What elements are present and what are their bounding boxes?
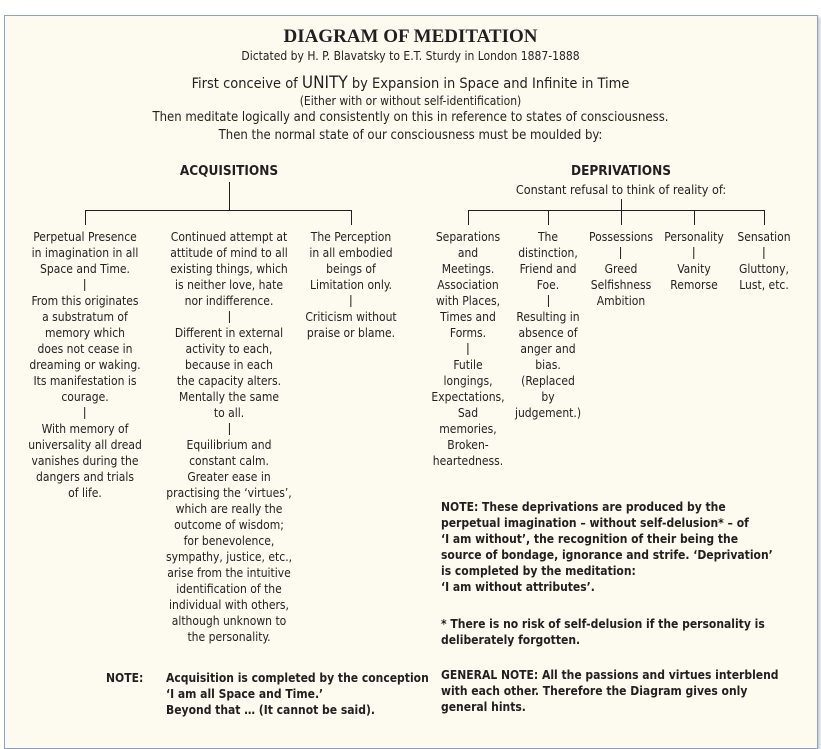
intro-line-3: Then meditate logically and consistently on this in reference to states of consciousness. [152,110,669,125]
deprivations-column [664,229,723,293]
page-title: DIAGRAM OF MEDITATION [283,26,538,47]
connector-line [229,423,230,435]
intro-pre: First conceive of [191,76,302,92]
connector-line [468,343,469,355]
connector-line [85,279,86,291]
diagram-node: Gluttony, Lust, etc. [739,262,789,292]
tree-line [621,199,622,225]
tree-line [229,182,230,210]
tree-line [764,210,765,225]
diagram-node: The Perception in all embodied beings of Limitation only. [309,230,393,292]
diagram-node: Criticism without praise or blame. [305,310,397,340]
acquisitions-column [305,229,396,341]
tree-line [548,210,549,225]
diagram-node: Futile longings, Expectations, Sad memories, Broken- heartedness. [431,358,505,468]
deprivations-column [737,229,790,293]
deprivations-column [431,229,504,469]
diagram-node: Greed Selfishness Ambition [590,262,652,308]
acquisitions-column [166,229,292,645]
tree-line [351,210,352,225]
tree-line [468,210,469,225]
connector-line [350,295,351,307]
intro-unity-line [0,73,821,93]
acquisitions-heading: ACQUISITIONS [179,163,279,179]
connector-line [763,247,764,259]
diagram-node: With memory of universality all dread vanishes during the dangers and trials of life. [28,422,142,500]
tree-line [468,210,765,211]
deprivations-heading: DEPRIVATIONS [570,163,672,179]
connector-line [621,247,622,259]
connector-line [694,247,695,259]
unity-word: UNITY [301,73,348,93]
deprivations-column [515,229,581,421]
acquisitions-note-label: NOTE: [106,671,144,685]
deprivations-subheading: Constant refusal to think of reality of: [515,182,727,197]
acquisitions-note: Acquisition is completed by the conception ‘I am all Space and Time.’ Beyond that … (It cannot be said). [166,671,429,717]
connector-line [85,407,86,419]
diagram-node: Sensation [737,230,791,244]
deprivations-note: NOTE: These deprivations are produced by the perpetual imagination – without self-delusion* – of ‘I am without’, the recognition of their being the source of bondage, ignorance and strife. ‘Deprivation’ is completed by the meditation: ‘I am without attributes’. [441,500,773,594]
intro-line-2: (Either with or without self-identification) [299,94,522,108]
diagram-node: Continued attempt at attitude of mind to all existing things, which is neither love, hate nor indifference. [170,230,288,308]
diagram-node: Perpetual Presence in imagination in all Space and Time. [31,230,139,276]
subtitle: Dictated by H. P. Blavatsky to E.T. Sturdy in London 1887-1888 [241,49,580,63]
intro-line-4: Then the normal state of our consciousness must be moulded by: [218,128,603,143]
diagram-node: Equilibrium and constant calm. Greater ease in practising the ‘virtues’, which are really the outcome of wisdom; for benevolence, sympathy, justice, etc., arise from the intuitive identification of the individual with others, although unknown to the personality. [165,438,293,644]
connector-line [547,295,548,307]
diagram-node: Different in external activity to each, because in each the capacity alters. Mentally the same to all. [174,326,284,420]
diagram-node: From this originates a substratum of memory which does not cease in dreaming or waking. Its manifestation is courage. [29,294,141,404]
diagram-node: Vanity Remorse [670,262,718,292]
general-note: GENERAL NOTE: All the passions and virtues interblend with each other. Therefore the Diagram gives only general hints. [441,668,779,714]
tree-line [694,210,695,225]
tree-line [85,210,352,211]
footnote: * There is no risk of self-delusion if the personality is deliberately forgotten. [441,617,765,647]
intro-post: by Expansion in Space and Infinite in Time [347,76,630,92]
diagram-node: The distinction, Friend and Foe. [518,230,578,292]
diagram-node: Separations and Meetings. Association with Places, Times and Forms. [435,230,501,340]
diagram-node: Possessions [589,230,653,244]
tree-line [85,210,86,225]
diagram-node: Personality [664,230,724,244]
diagram-node: Resulting in absence of anger and bias. (Replaced by judgement.) [514,310,582,420]
acquisitions-column [28,229,142,501]
connector-line [229,311,230,323]
deprivations-column [589,229,653,309]
